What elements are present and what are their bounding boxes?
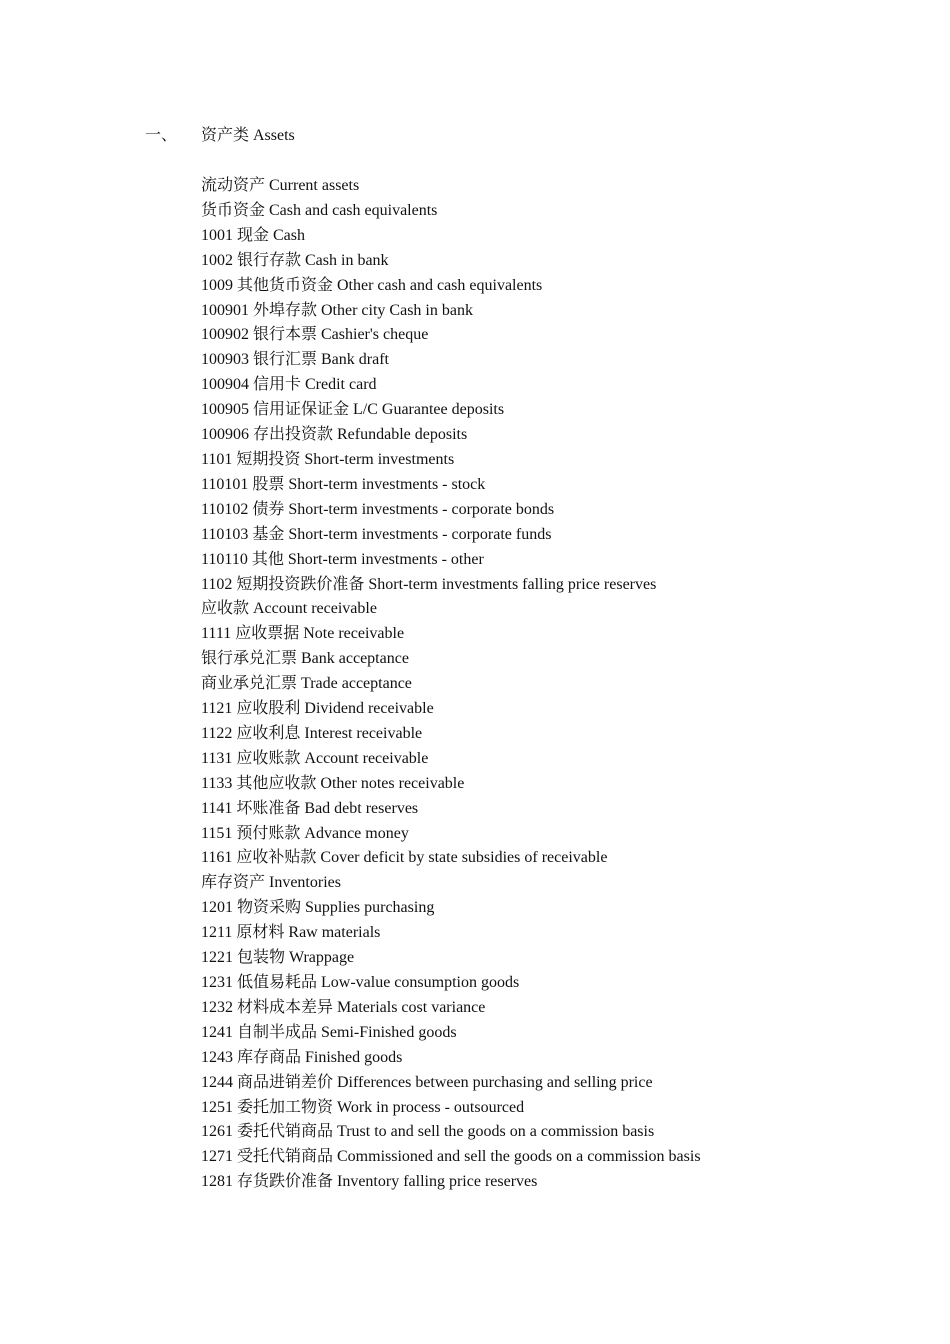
account-line: 1244 商品进销差价 Differences between purchasing and selling price bbox=[201, 1073, 653, 1091]
account-line: 应收款 Account receivable bbox=[201, 600, 377, 618]
account-line: 100905 信用证保证金 L/C Guarantee deposits bbox=[201, 401, 505, 419]
account-line: 1243 库存商品 Finished goods bbox=[201, 1048, 403, 1066]
account-line: 1131 应收账款 Account receivable bbox=[201, 749, 429, 767]
account-line: 货币资金 Cash and cash equivalents bbox=[201, 201, 438, 219]
account-line: 1221 包装物 Wrappage bbox=[201, 949, 355, 967]
account-line: 1211 原材料 Raw materials bbox=[201, 924, 381, 942]
account-line: 110102 债券 Short-term investments - corporate bonds bbox=[201, 500, 555, 518]
account-line: 1102 短期投资跌价准备 Short-term investments falling price reserves bbox=[201, 575, 657, 593]
account-line: 1271 受托代销商品 Commissioned and sell the goods on a commission basis bbox=[201, 1148, 701, 1166]
section-heading bbox=[145, 124, 295, 148]
section-title: 资产类 Assets bbox=[201, 127, 295, 144]
account-line: 流动资产 Current assets bbox=[201, 177, 360, 194]
account-line: 1101 短期投资 Short-term investments bbox=[201, 450, 455, 468]
account-line: 1111 应收票据 Note receivable bbox=[201, 625, 405, 643]
section-number: 一、 bbox=[145, 127, 178, 144]
account-line: 1133 其他应收款 Other notes receivable bbox=[201, 774, 465, 792]
account-line: 110110 其他 Short-term investments - other bbox=[201, 550, 484, 568]
account-line: 库存资产 Inventories bbox=[201, 874, 341, 892]
account-line: 1122 应收利息 Interest receivable bbox=[201, 724, 423, 742]
account-line: 1232 材料成本差异 Materials cost variance bbox=[201, 998, 486, 1016]
account-line: 110103 基金 Short-term investments - corporate funds bbox=[201, 525, 552, 543]
account-line: 1002 银行存款 Cash in bank bbox=[201, 251, 389, 269]
account-line: 1231 低值易耗品 Low-value consumption goods bbox=[201, 974, 520, 991]
account-line: 100906 存出投资款 Refundable deposits bbox=[201, 426, 468, 444]
account-line: 1001 现金 Cash bbox=[201, 226, 306, 244]
account-line: 银行承兑汇票 Bank acceptance bbox=[201, 650, 409, 668]
account-line: 100903 银行汇票 Bank draft bbox=[201, 351, 389, 369]
account-line: 1201 物资采购 Supplies purchasing bbox=[201, 899, 435, 917]
account-line: 1241 自制半成品 Semi-Finished goods bbox=[201, 1023, 457, 1041]
account-line: 商业承兑汇票 Trade acceptance bbox=[201, 675, 412, 693]
account-line: 100901 外埠存款 Other city Cash in bank bbox=[201, 301, 473, 319]
account-line: 1281 存货跌价准备 Inventory falling price reserves bbox=[201, 1173, 538, 1191]
account-line: 1151 预付账款 Advance money bbox=[201, 824, 409, 842]
account-line: 100904 信用卡 Credit card bbox=[201, 376, 377, 394]
account-line: 1251 委托加工物资 Work in process - outsourced bbox=[201, 1098, 525, 1116]
account-list bbox=[201, 174, 701, 1195]
account-line: 110101 股票 Short-term investments - stock bbox=[201, 475, 486, 493]
account-line: 1009 其他货币资金 Other cash and cash equivalents bbox=[201, 276, 543, 294]
account-line: 1121 应收股利 Dividend receivable bbox=[201, 700, 434, 718]
account-line: 1141 坏账准备 Bad debt reserves bbox=[201, 799, 419, 817]
account-line: 1261 委托代销商品 Trust to and sell the goods on a commission basis bbox=[201, 1123, 655, 1141]
account-line: 1161 应收补贴款 Cover deficit by state subsidies of receivable bbox=[201, 849, 608, 867]
account-line: 100902 银行本票 Cashier's cheque bbox=[201, 326, 429, 344]
